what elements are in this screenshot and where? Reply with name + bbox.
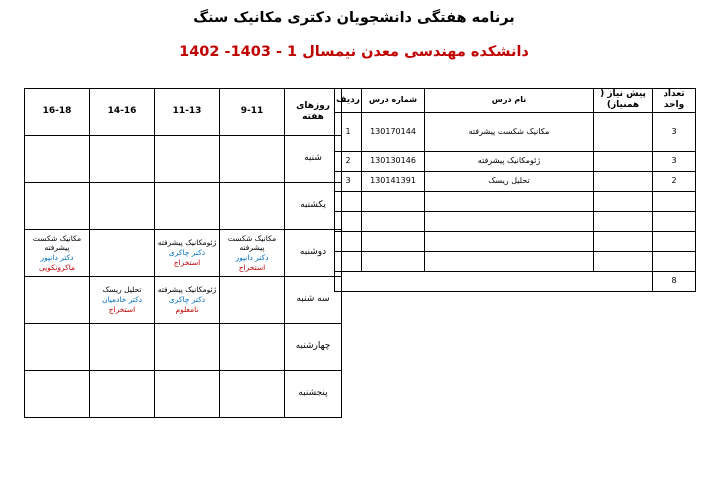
cell-units: 3 bbox=[653, 151, 696, 171]
cell-total-blank bbox=[335, 271, 653, 291]
courses-table-header-row bbox=[335, 89, 696, 113]
table-row-empty bbox=[335, 211, 696, 231]
cell-course-code: 130170144 bbox=[362, 112, 425, 151]
schedule-cell bbox=[90, 136, 155, 183]
schedule-cell bbox=[155, 277, 220, 324]
slot-professor: دکتر دانپور bbox=[235, 253, 269, 262]
cell-row-no: 3 bbox=[335, 171, 362, 191]
schedule-cell bbox=[155, 183, 220, 230]
table-row-total bbox=[335, 271, 696, 291]
table-row-empty bbox=[335, 191, 696, 211]
schedule-cell bbox=[25, 371, 90, 418]
slot-professor: دکتر چاکری bbox=[168, 295, 206, 305]
cell-prerequisite bbox=[594, 171, 653, 191]
schedule-cell bbox=[155, 230, 220, 277]
schedule-cell bbox=[155, 324, 220, 371]
header-slot-16-18: 16-18 bbox=[25, 89, 90, 136]
cell-row-no: 1 bbox=[335, 112, 362, 151]
day-label: دوشنبه bbox=[285, 230, 342, 277]
schedule-row bbox=[25, 277, 342, 324]
slot-course: ژئومکانیک پیشرفته bbox=[157, 238, 217, 248]
cell-course-code-empty bbox=[362, 231, 425, 251]
slot-course: تحلیل ریسک bbox=[102, 285, 142, 295]
schedule-row bbox=[25, 230, 342, 277]
cell-total-units: 8 bbox=[653, 271, 696, 291]
cell-course-name-empty bbox=[425, 251, 594, 271]
weekly-schedule-table bbox=[24, 88, 342, 418]
cell-units-empty bbox=[653, 211, 696, 231]
schedule-row bbox=[25, 136, 342, 183]
slot-course: ژئومکانیک پیشرفته bbox=[157, 285, 217, 295]
cell-course-name-empty bbox=[425, 211, 594, 231]
schedule-cell bbox=[25, 277, 90, 324]
slot-professor: دکتر دانپور bbox=[40, 253, 74, 262]
header-course-name: نام درس bbox=[425, 89, 594, 113]
day-label: پنجشنبه bbox=[285, 371, 342, 418]
schedule-cell bbox=[220, 230, 285, 277]
schedule-cell bbox=[25, 230, 90, 277]
schedule-cell bbox=[220, 324, 285, 371]
header-days: روزهای هفته bbox=[285, 89, 342, 136]
day-label: شنبه bbox=[285, 136, 342, 183]
header-prerequisite: پیش نیاز ( همنیاز) bbox=[594, 89, 653, 113]
cell-prerequisite bbox=[594, 151, 653, 171]
cell-units-empty bbox=[653, 191, 696, 211]
header-slot-11-13: 11-13 bbox=[155, 89, 220, 136]
schedule-cell bbox=[90, 230, 155, 277]
cell-row-no: 2 bbox=[335, 151, 362, 171]
schedule-cell bbox=[90, 371, 155, 418]
cell-course-code-empty bbox=[362, 211, 425, 231]
table-row bbox=[335, 112, 696, 151]
cell-units: 2 bbox=[653, 171, 696, 191]
slot-room: استخراج bbox=[173, 257, 201, 267]
slot-course: مکانیک شکست پیشرفته bbox=[227, 233, 277, 253]
cell-units: 3 bbox=[653, 112, 696, 151]
cell-course-name: ژئومکانیک پیشرفته bbox=[425, 151, 594, 171]
day-label: یکشنبه bbox=[285, 183, 342, 230]
cell-prerequisite-empty bbox=[594, 231, 653, 251]
cell-course-code: 130141391 bbox=[362, 171, 425, 191]
table-row-empty bbox=[335, 251, 696, 271]
day-label: سه شنبه bbox=[285, 277, 342, 324]
cell-course-code: 130130146 bbox=[362, 151, 425, 171]
cell-course-name-empty bbox=[425, 231, 594, 251]
slot-professor: دکتر چاکری bbox=[168, 248, 206, 258]
header-slot-9-11: 9-11 bbox=[220, 89, 285, 136]
courses-table bbox=[334, 88, 696, 292]
schedule-row bbox=[25, 324, 342, 371]
table-row bbox=[335, 151, 696, 171]
cell-course-name: مکانیک شکست پیشرفته bbox=[425, 112, 594, 151]
table-row bbox=[335, 171, 696, 191]
cell-course-name: تحلیل ریسک bbox=[425, 171, 594, 191]
schedule-cell bbox=[155, 136, 220, 183]
slot-room: ماکرونکویی bbox=[38, 262, 76, 272]
page-subtitle: دانشکده مهندسی معدن نیمسال 1 - 1403- 1402 bbox=[179, 44, 529, 60]
slot-room: استخراج bbox=[238, 262, 266, 272]
slot-professor: دکتر خادمیان bbox=[101, 295, 143, 305]
slot-room: استخراج bbox=[108, 304, 136, 314]
schedule-cell bbox=[220, 183, 285, 230]
schedule-row bbox=[25, 371, 342, 418]
cell-course-name-empty bbox=[425, 191, 594, 211]
cell-course-code-empty bbox=[362, 251, 425, 271]
cell-course-code-empty bbox=[362, 191, 425, 211]
schedule-header-row bbox=[25, 89, 342, 136]
cell-prerequisite-empty bbox=[594, 191, 653, 211]
schedule-cell bbox=[220, 371, 285, 418]
day-label: چهارشنبه bbox=[285, 324, 342, 371]
schedule-cell bbox=[155, 371, 220, 418]
schedule-cell bbox=[90, 183, 155, 230]
cell-units-empty bbox=[653, 251, 696, 271]
cell-prerequisite-empty bbox=[594, 251, 653, 271]
schedule-cell bbox=[90, 277, 155, 324]
table-row-empty bbox=[335, 231, 696, 251]
slot-room: نامعلوم bbox=[175, 304, 199, 314]
page-title: برنامه هفتگی دانشجویان دکتری مکانیک سنگ bbox=[193, 10, 515, 26]
schedule-cell bbox=[25, 183, 90, 230]
header-row-no: ردیف bbox=[335, 89, 362, 113]
schedule-row bbox=[25, 183, 342, 230]
cell-prerequisite-empty bbox=[594, 211, 653, 231]
header-course-code: شماره درس bbox=[362, 89, 425, 113]
schedule-cell bbox=[220, 136, 285, 183]
cell-prerequisite bbox=[594, 112, 653, 151]
schedule-cell bbox=[220, 277, 285, 324]
header-units: تعداد واحد bbox=[653, 89, 696, 113]
cell-units-empty bbox=[653, 231, 696, 251]
schedule-cell bbox=[25, 324, 90, 371]
schedule-cell bbox=[25, 136, 90, 183]
slot-course: مکانیک شکست پیشرفته bbox=[32, 233, 82, 253]
header-slot-14-16: 14-16 bbox=[90, 89, 155, 136]
schedule-cell bbox=[90, 324, 155, 371]
